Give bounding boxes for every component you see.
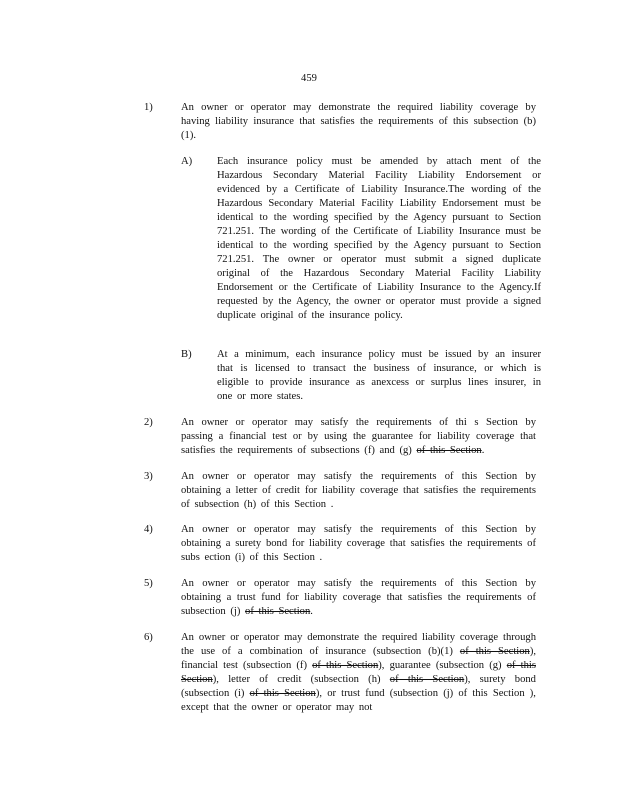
text-segment: ), financial test (subsection (f) bbox=[181, 646, 536, 671]
text-segment: ), surety bond (subsection (i) bbox=[181, 674, 536, 699]
text-segment: ), letter of credit (subsection (h) bbox=[212, 674, 381, 685]
struck-text: of this Section bbox=[459, 646, 530, 657]
item-number: 4) bbox=[144, 524, 153, 535]
subitem-number: B) bbox=[181, 349, 192, 360]
text-segment: . bbox=[481, 445, 485, 456]
subparagraph: At a minimum, each insurance policy must be issued by an insurer that is licensed to transact the business of insurance, or which is eligible to provide insurance as anexcess or surplus lines insurer, in one or more states. bbox=[217, 349, 541, 402]
paragraph: An owner or operator may demonstrate the required liability coverage by having liability insurance that satisfies the requirements of this subsection (b)(1). bbox=[181, 102, 536, 141]
paragraph bbox=[181, 416, 536, 458]
paragraph bbox=[181, 631, 536, 715]
text-segment: An owner or operator may demonstrate the required liability coverage through the use of a combination of insurance (subsection (b)(1) bbox=[181, 632, 536, 657]
struck-text: of this Section bbox=[416, 445, 482, 456]
text-segment: ), or trust fund (subsection (j) of this Section ), except that the owner or operator may not bbox=[181, 688, 536, 713]
paragraph: An owner or operator may satisfy the requirements of this Section by obtaining a surety bond for liability coverage that satisfies the requirements of subs ection (i) of this Section . bbox=[181, 524, 536, 563]
struck-text: of this Section bbox=[312, 660, 379, 671]
subparagraph: Each insurance policy must be amended by attach ment of the Hazardous Secondary Material Facility Liability Endorsement or evidenced by a Certificate of Liability Insurance.The wording of the Hazardous Secondary Material Facility Liability Endorsement must be identical to the wording specified by the Agency pursuant to Section 721.251. The wording of the Certificate of Liability Insurance must be identical to the wording specified by the Agency pursuant to Section 721.251. The owner or operator must submit a signed duplicate original of the Hazardous Secondary Material Facility Liability Endorsement or the Certificate of Liability Insurance to the Agency.If requested by the Agency, the owner or operator must provide a signed duplicate original of the insurance policy. bbox=[217, 156, 541, 321]
subitem-number: A) bbox=[181, 156, 193, 167]
struck-text: of this Section bbox=[249, 688, 316, 699]
paragraph: An owner or operator may satisfy the requirements of this Section by obtaining a letter of credit for liability coverage that satisfies the requirements of subsection (h) of this Section . bbox=[181, 471, 536, 510]
item-number: 2) bbox=[144, 417, 153, 428]
item-number: 3) bbox=[144, 471, 153, 482]
struck-text: of this Section bbox=[181, 660, 536, 685]
page-number: 459 bbox=[301, 73, 317, 84]
paragraph bbox=[181, 577, 536, 619]
item-number: 6) bbox=[144, 632, 153, 643]
struck-text: of this Section bbox=[389, 674, 465, 685]
item-number: 5) bbox=[144, 578, 153, 589]
item-number: 1) bbox=[144, 102, 153, 113]
text-segment: An owner or operator may satisfy the requirements of this Section by obtaining a trust fund for liability coverage that satisfies the requirements of subsection (j) bbox=[181, 578, 536, 617]
text-segment: . bbox=[310, 606, 313, 617]
text-segment: An owner or operator may satisfy the requirements of thi s Section by passing a financial test or by using the guarantee for liability coverage that satisfies the requirements of subsections (f) and (g) bbox=[181, 417, 536, 456]
struck-text: of this Section bbox=[245, 606, 311, 617]
text-segment: ), guarantee (subsection (g) bbox=[378, 660, 502, 671]
